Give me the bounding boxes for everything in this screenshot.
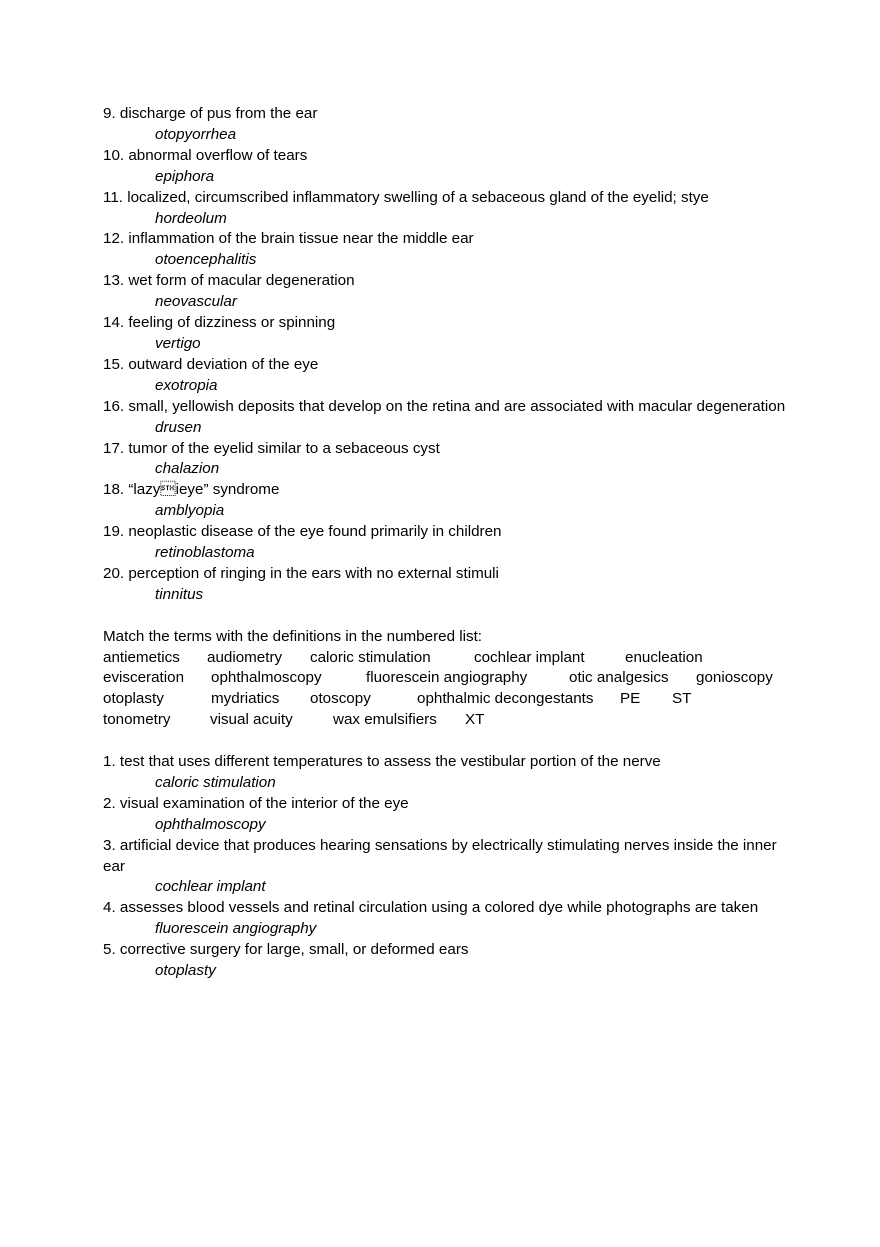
- item-answer: otopyorrhea: [155, 125, 237, 143]
- term-bank-row: [103, 710, 793, 731]
- term: cochlear implant: [474, 648, 585, 666]
- item-question: 20. perception of ringing in the ears with no external stimuli: [103, 564, 499, 582]
- term: antiemetics: [103, 648, 180, 666]
- item-answer: ﬂuorescein angiography: [155, 920, 317, 938]
- term-bank-row: [103, 668, 793, 689]
- item-answer: neovascular: [155, 293, 237, 311]
- term: otoplasty: [103, 690, 164, 708]
- document-page: [103, 104, 793, 982]
- item-question: 5. corrective surgery for large, small, or deformed ears: [103, 941, 469, 959]
- item-answer: ophthalmoscopy: [155, 815, 266, 833]
- item-answer: tinnitus: [155, 585, 204, 603]
- item-question: 18. “lazyieye” syndrome: [103, 481, 280, 499]
- term: ST: [672, 690, 692, 708]
- term: gonioscopy: [696, 669, 773, 687]
- item-answer: caloric stimulation: [155, 773, 276, 791]
- match-instructions: Match the terms with the definitions in the numbered list:: [103, 627, 483, 645]
- term-bank-row: [103, 648, 793, 669]
- spacer: [103, 731, 793, 752]
- term: mydriatics: [211, 690, 280, 708]
- item-question: 15. outward deviation of the eye: [103, 355, 319, 373]
- item-question: 19. neoplastic disease of the eye found primarily in children: [103, 523, 502, 541]
- term: ophthalmoscopy: [211, 669, 322, 687]
- item-question: 12. inflammation of the brain tissue near the middle ear: [103, 230, 474, 248]
- term: fluorescein angiography: [366, 669, 528, 687]
- term: otoscopy: [310, 690, 371, 708]
- item-answer: otoencephalitis: [155, 251, 257, 269]
- item-question: 16. small, yellowish deposits that develop on the retina and are associated with macular degeneration: [103, 397, 786, 415]
- item-question: 10. abnormal overflow of tears: [103, 146, 308, 164]
- item-question: 11. localized, circumscribed inflammatory swelling of a sebaceous gland of the eyelid; stye: [103, 188, 709, 206]
- term: otic analgesics: [569, 669, 669, 687]
- term: wax emulsifiers: [333, 711, 437, 729]
- item-answer: hordeolum: [155, 209, 227, 227]
- term: ophthalmic decongestants: [417, 690, 594, 708]
- term: PE: [620, 690, 641, 708]
- term: visual acuity: [210, 711, 293, 729]
- term: tonometry: [103, 711, 171, 729]
- term: enucleation: [625, 648, 703, 666]
- term: XT: [465, 711, 485, 729]
- item-question: 3. artificial device that produces hearing sensations by electrically stimulating nerves inside the inner ear: [103, 836, 777, 875]
- term-bank-row: [103, 689, 793, 710]
- term: evisceration: [103, 669, 185, 687]
- item-answer: otoplasty: [155, 962, 216, 980]
- term: caloric stimulation: [310, 648, 431, 666]
- item-question: 4. assesses blood vessels and retinal circulation using a colored dye while photographs are taken: [103, 899, 759, 917]
- item-question: 13. wet form of macular degeneration: [103, 272, 355, 290]
- item-question: 14. feeling of dizziness or spinning: [103, 314, 336, 332]
- item-question: 17. tumor of the eyelid similar to a sebaceous cyst: [103, 439, 440, 457]
- term: audiometry: [207, 648, 283, 666]
- item-question: 1. test that uses different temperatures to assess the vestibular portion of the nerve: [103, 753, 661, 770]
- item-answer: retinoblastoma: [155, 544, 255, 562]
- item-answer: chalazion: [155, 460, 220, 478]
- item-answer: cochlear implant: [155, 878, 266, 896]
- item-answer: exotropia: [155, 376, 218, 394]
- item-question: 9. discharge of pus from the ear: [103, 105, 318, 122]
- item-answer: vertigo: [155, 334, 201, 352]
- item-answer: amblyopia: [155, 502, 225, 520]
- item-answer: drusen: [155, 418, 202, 436]
- spacer: [103, 606, 793, 627]
- item-answer: epiphora: [155, 167, 215, 185]
- item-question: 2. visual examination of the interior of the eye: [103, 794, 409, 812]
